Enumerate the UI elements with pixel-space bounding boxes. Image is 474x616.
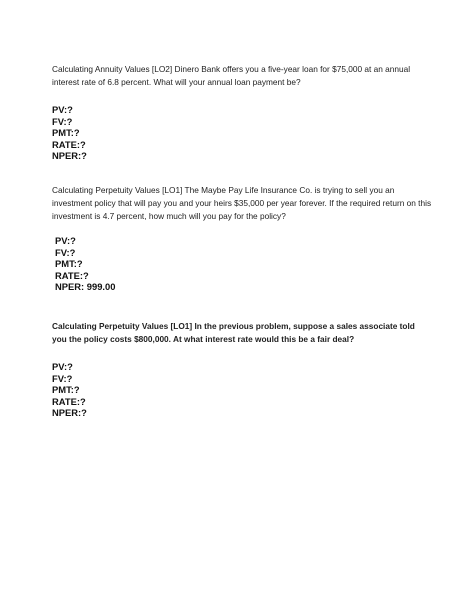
fv-field: FV:?: [55, 246, 76, 258]
fv-field: FV:?: [52, 372, 73, 384]
problem-3: [52, 320, 424, 346]
problem-1-variables: [52, 104, 87, 162]
problem-1: [52, 63, 432, 89]
problem-2: [52, 184, 436, 223]
pv-field: PV:?: [52, 361, 73, 372]
problem-3-text: Calculating Perpetuity Values [LO1] In the previous problem, suppose a sales associate told you the policy costs $800,000. At what interest rate would this be a fair deal?: [52, 321, 415, 344]
pv-field: PV:?: [55, 235, 76, 246]
nper-field: NPER:?: [52, 150, 87, 161]
nper-field: NPER:?: [52, 407, 87, 418]
rate-field: RATE:?: [55, 269, 89, 281]
rate-field: RATE:?: [52, 138, 86, 150]
problem-3-variables: [52, 361, 87, 419]
rate-field: RATE:?: [52, 395, 86, 407]
problem-1-text: Calculating Annuity Values [LO2] Dinero Bank offers you a five-year loan for $75,000 at an annual interest rate of 6.8 percent. What will your annual loan payment be?: [52, 64, 411, 87]
problem-2-variables: [55, 235, 115, 293]
problem-2-text: Calculating Perpetuity Values [LO1] The Maybe Pay Life Insurance Co. is trying to sell you an investment policy that will pay you and your heirs $35,000 per year forever. If the required return on this investment is 4.7 percent, how much will you pay for the policy?: [52, 185, 432, 221]
pmt-field: PMT:?: [52, 127, 80, 138]
nper-field: NPER: 999.00: [55, 281, 116, 292]
pmt-field: PMT:?: [55, 258, 83, 269]
pv-field: PV:?: [52, 104, 73, 115]
fv-field: FV:?: [52, 115, 73, 127]
pmt-field: PMT:?: [52, 384, 80, 395]
